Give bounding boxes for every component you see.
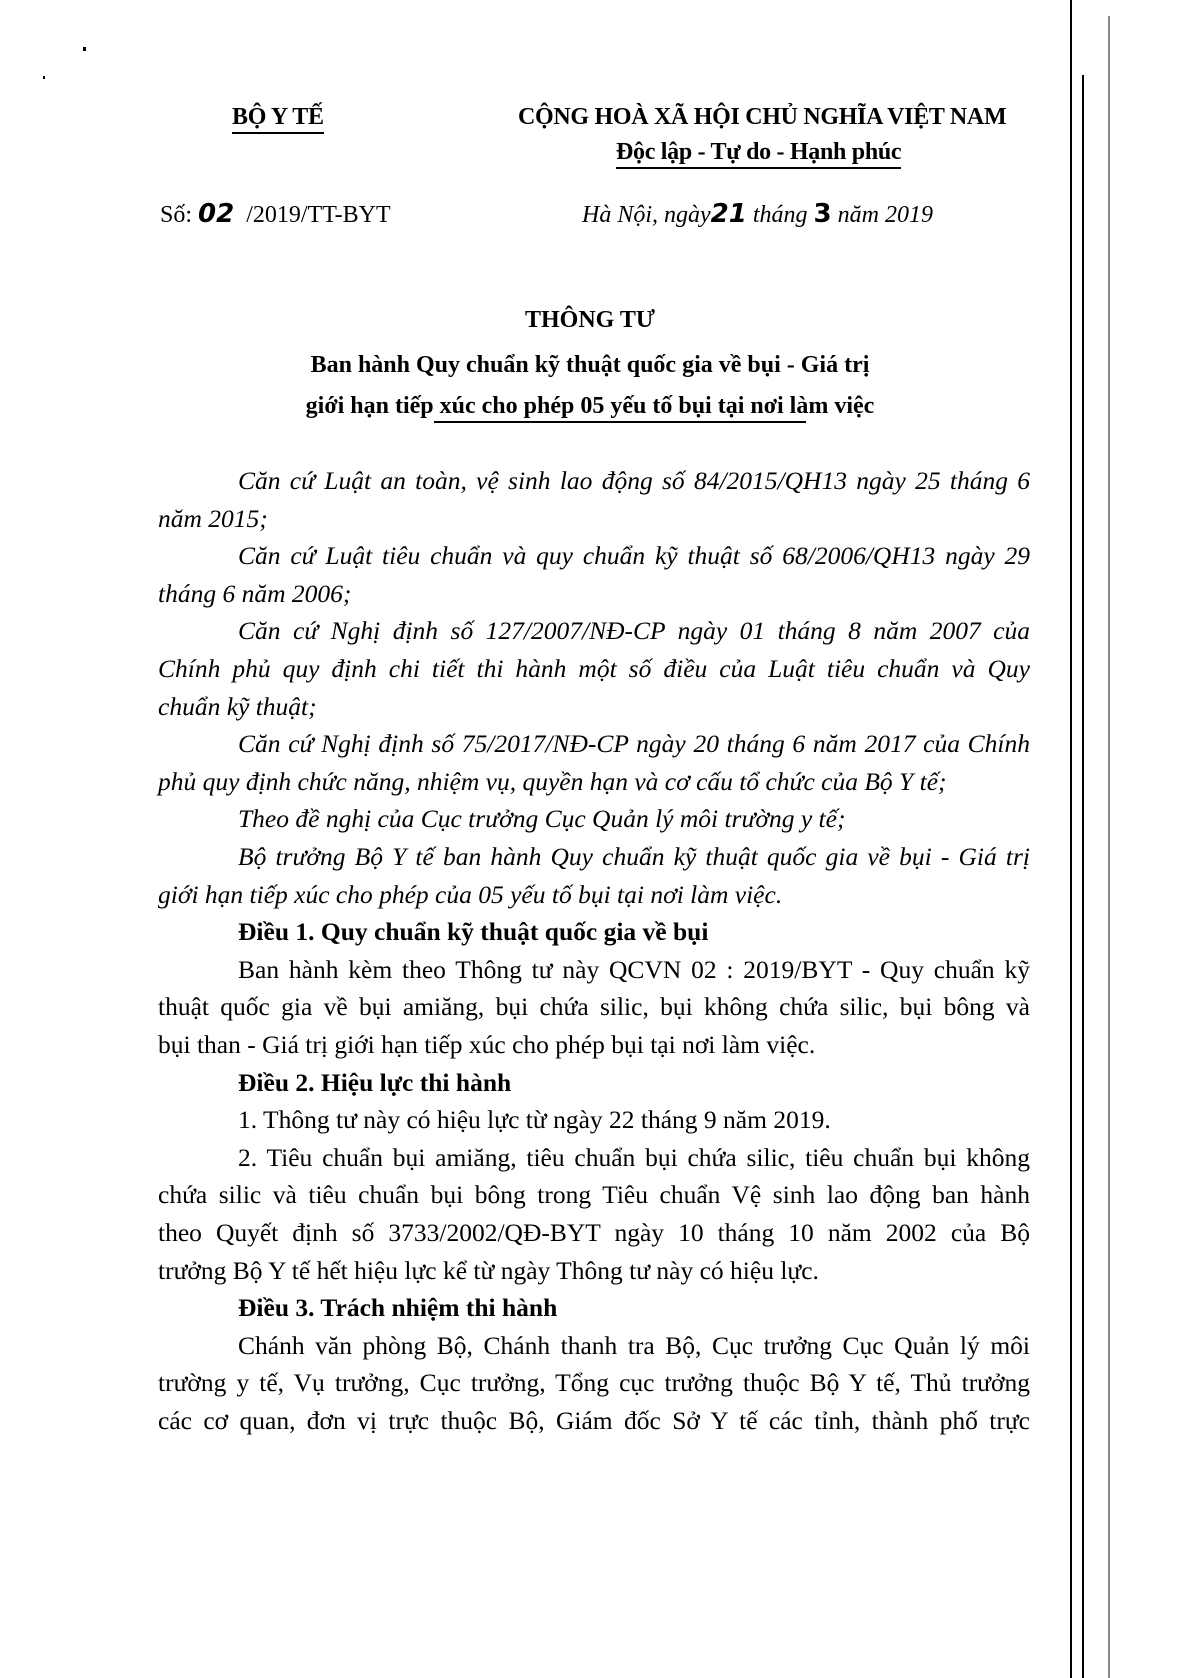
agency-name (232, 104, 324, 131)
body-line: Ban hành kèm theo Thông tư này QCVN 02 : 2019/BYT - Quy chuẩn kỹ (238, 954, 1030, 984)
date-prefix: Hà Nội, ngày (582, 202, 711, 228)
number-suffix: /2019/TT-BYT (246, 202, 391, 228)
body-line: 2. Tiêu chuẩn bụi amiăng, tiêu chuẩn bụi chứa silic, tiêu chuẩn bụi không (238, 1142, 1030, 1172)
article-heading: Điều 1. Quy chuẩn kỹ thuật quốc gia về bụi (238, 917, 709, 947)
body-line: giới hạn tiếp xúc cho phép của 05 yếu tố bụi tại nơi làm việc. (158, 879, 783, 909)
body-line: tháng 6 năm 2006; (158, 578, 352, 608)
body-line: Theo đề nghị của Cục trưởng Cục Quản lý môi trường y tế; (238, 804, 846, 834)
body-line: trường y tế, Vụ trưởng, Cục trưởng, Tổng cục trưởng thuộc Bộ Y tế, Thủ trưởng (158, 1368, 1030, 1398)
document-title-line-2-text: giới hạn tiếp xúc cho phép 05 yếu tố bụi tại nơi làm việc (306, 393, 875, 423)
number-prefix: Số: (160, 202, 193, 228)
body-line: thuật quốc gia về bụi amiăng, bụi chứa silic, bụi không chứa silic, bụi bông và (158, 992, 1030, 1022)
body-line: các cơ quan, đơn vị trực thuộc Bộ, Giám đốc Sở Y tế các tỉnh, thành phố trực (158, 1406, 1030, 1435)
page-edge-line (1070, 0, 1072, 1678)
document-title-line-1: Ban hành Quy chuẩn kỹ thuật quốc gia về bụi - Giá trị (310, 352, 870, 378)
scan-speck (83, 47, 86, 51)
body-line: chứa silic và tiêu chuẩn bụi bông trong Tiêu chuẩn Vệ sinh lao động ban hành (158, 1180, 1030, 1210)
handwritten-number: 02 (198, 199, 235, 229)
body-line: Căn cứ Luật tiêu chuẩn và quy chuẩn kỹ thuật số 68/2006/QH13 ngày 29 (238, 541, 1030, 571)
document-type: THÔNG TƯ (524, 307, 656, 333)
document-title-line-2 (0, 393, 1180, 420)
handwritten-day: 21 (710, 199, 747, 229)
agency-name-text: BỘ Y TẾ (232, 104, 324, 134)
body-line: Căn cứ Nghị định số 75/2017/NĐ-CP ngày 20 tháng 6 năm 2017 của Chính (238, 729, 1030, 759)
body-line: Chính phủ quy định chi tiết thi hành một số điều của Luật tiêu chuẩn và Quy (158, 654, 1030, 683)
document-number (160, 199, 391, 229)
body-line: phủ quy định chức năng, nhiệm vụ, quyền hạn và cơ cấu tổ chức của Bộ Y tế; (158, 766, 947, 796)
body-line: năm 2015; (158, 503, 268, 533)
body-line: Căn cứ Nghị định số 127/2007/NĐ-CP ngày 01 tháng 8 năm 2007 của (238, 616, 1030, 646)
date-month-label: tháng (752, 202, 808, 228)
page-edge-line (1108, 16, 1110, 1678)
body-line: 1. Thông tư này có hiệu lực từ ngày 22 tháng 9 năm 2019. (238, 1105, 831, 1135)
national-motto (616, 139, 901, 166)
body-line: Chánh văn phòng Bộ, Chánh thanh tra Bộ, Cục trưởng Cục Quản lý môi (238, 1330, 1030, 1360)
date-year: năm 2019 (837, 202, 933, 228)
handwritten-month: 3 (813, 199, 832, 229)
body-line: chuẩn kỹ thuật; (158, 691, 317, 721)
body-line: theo Quyết định số 3733/2002/QĐ-BYT ngày 10 tháng 10 năm 2002 của Bộ (158, 1218, 1030, 1247)
article-heading: Điều 3. Trách nhiệm thi hành (238, 1293, 558, 1323)
body-line: bụi than - Giá trị giới hạn tiếp xúc cho phép bụi tại nơi làm việc. (158, 1030, 816, 1059)
body-line: Căn cứ Luật an toàn, vệ sinh lao động số 84/2015/QH13 ngày 25 tháng 6 (238, 466, 1030, 495)
body-line: trưởng Bộ Y tế hết hiệu lực kể từ ngày Thông tư này có hiệu lực. (158, 1255, 819, 1285)
body-line: Bộ trưởng Bộ Y tế ban hành Quy chuẩn kỹ thuật quốc gia về bụi - Giá trị (238, 842, 1030, 871)
article-heading: Điều 2. Hiệu lực thi hành (238, 1067, 512, 1097)
scan-speck (43, 76, 45, 79)
national-motto-text: Độc lập - Tự do - Hạnh phúc (616, 139, 901, 169)
document-date (582, 199, 933, 229)
country-name: CỘNG HOÀ XÃ HỘI CHỦ NGHĨA VIỆT NAM (518, 104, 1007, 130)
